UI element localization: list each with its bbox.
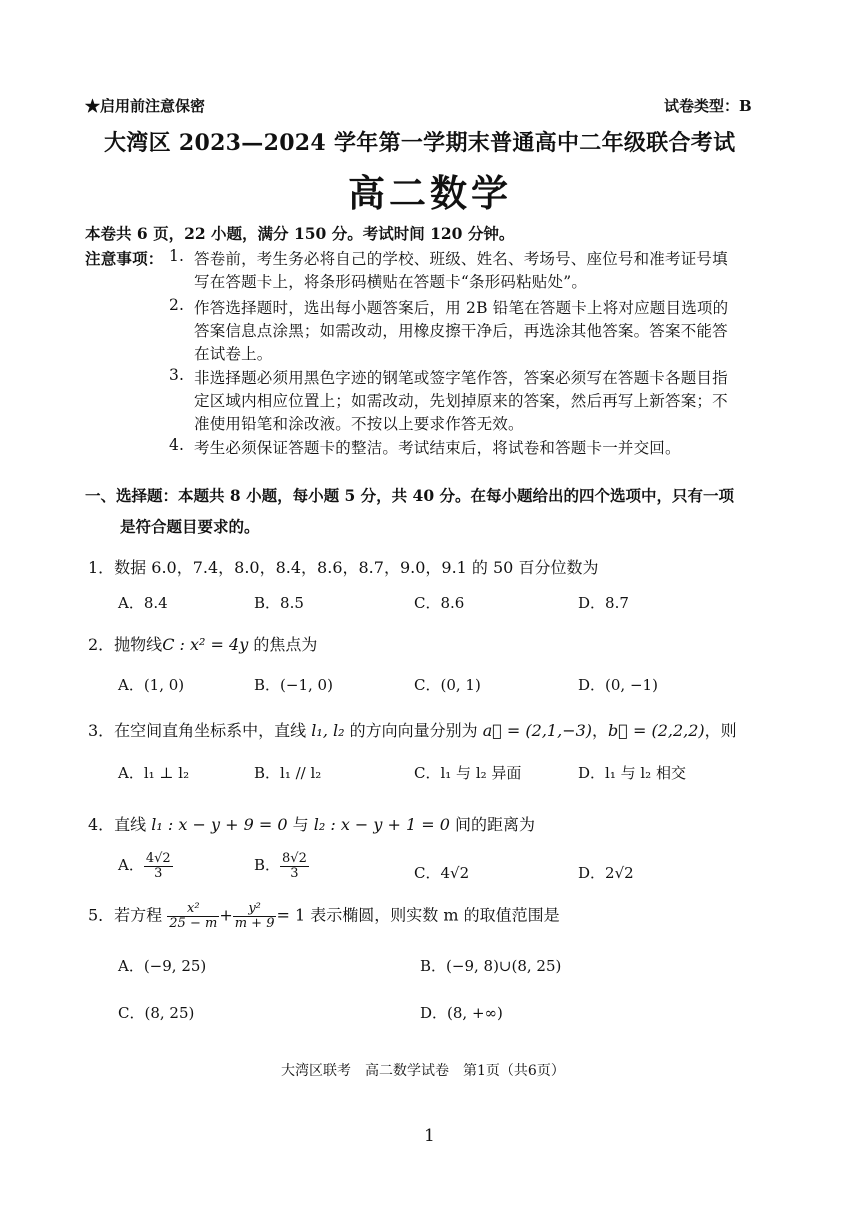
page-footer: 大湾区联考 高二数学试卷 第1页（共6页） xyxy=(281,1063,565,1079)
q1-option-b: B．8.5 xyxy=(254,594,304,612)
paper-type: 试卷类型：B xyxy=(664,97,752,115)
q3-option-c: C．l₁ 与 l₂ 异面 xyxy=(414,764,522,782)
q5-equals: = 1 xyxy=(276,905,306,925)
q2-stem-post: 的焦点为 xyxy=(248,635,318,654)
exam-title: 大湾区 2023—2024 学年第一学期末普通高中二年级联合考试 xyxy=(104,130,736,156)
q3-stem-mid: 的方向向量分别为 xyxy=(344,721,483,740)
numerator: 8√2 xyxy=(282,851,307,866)
note-number: 1. xyxy=(169,247,185,265)
q2-option-c: C．(0, 1) xyxy=(414,676,481,694)
q3-sep: ， xyxy=(592,721,609,740)
denominator: m + 9 xyxy=(234,915,275,931)
q4-option-a-fraction xyxy=(144,852,173,880)
note-line: 答案信息点涂黑；如需改动，用橡皮擦干净后，再选涂其他答案。答案不能答 xyxy=(194,322,728,340)
q3-option-a: A．l₁ ⊥ l₂ xyxy=(118,764,190,782)
numerator: y² xyxy=(233,902,277,917)
note-line: 非选择题必须用黑色字迹的钢笔或签字笔作答，答案必须写在答题卡各题目指 xyxy=(194,369,728,387)
confidential-mark: ★启用前注意保密 xyxy=(85,97,206,115)
q1-option-c: C．8.6 xyxy=(414,594,465,612)
exam-intro: 本卷共 6 页，22 小题，满分 150 分。考试时间 120 分钟。 xyxy=(85,224,515,243)
section-heading-cont: 是符合题目要求的。 xyxy=(120,517,260,536)
q2-option-b: B．(−1, 0) xyxy=(254,676,333,694)
note-line: 定区域内相应位置上；如需改动，先划掉原来的答案，然后再写上新答案；不 xyxy=(194,392,728,410)
q4-line-1: l₁ : x − y + 9 = 0 xyxy=(151,815,288,834)
notes-label: 注意事项： xyxy=(85,249,164,268)
q5-stem-pre: 5．若方程 xyxy=(88,905,168,925)
note-number: 2. xyxy=(169,296,185,314)
note-line: 在试卷上。 xyxy=(194,345,273,363)
numerator: x² xyxy=(167,902,219,917)
q3-stem-post: ，则 xyxy=(704,721,737,740)
q2-parabola-equation: C : x² = 4y xyxy=(162,635,249,654)
q3-stem-pre: 3．在空间直角坐标系中，直线 xyxy=(88,721,312,740)
q5-option-a: A．(−9, 25) xyxy=(118,957,207,975)
denominator: 3 xyxy=(154,865,163,881)
q2-option-a: A．(1, 0) xyxy=(118,676,185,694)
q4-option-a-label: A． xyxy=(118,856,144,875)
q4-option-a xyxy=(118,852,173,880)
q2-stem-pre: 2．抛物线 xyxy=(88,635,163,654)
q3-vector-a: a⃗ = (2,1,−3) xyxy=(482,721,593,740)
q4-option-d: D．2√2 xyxy=(578,864,634,882)
question-5-stem xyxy=(88,902,560,930)
q4-stem-post: 间的距离为 xyxy=(449,815,536,834)
q3-option-b: B．l₁ // l₂ xyxy=(254,764,322,782)
q5-fraction-x xyxy=(167,902,219,930)
q4-line-2: l₂ : x − y + 1 = 0 xyxy=(313,815,450,834)
q4-option-b-label: B． xyxy=(254,856,281,875)
note-line: 写在答题卡上，将条形码横贴在答题卡“条形码粘贴处”。 xyxy=(194,273,588,291)
q1-option-d: D．8.7 xyxy=(578,594,629,612)
q2-option-d: D．(0, −1) xyxy=(578,676,658,694)
denominator: 3 xyxy=(290,865,299,881)
q3-lines: l₁, l₂ xyxy=(311,721,345,740)
note-line: 作答选择题时，选出每小题答案后，用 2B 铅笔在答题卡上将对应题目选项的 xyxy=(194,299,729,317)
note-line: 考生必须保证答题卡的整洁。考试结束后，将试卷和答题卡一并交回。 xyxy=(194,439,681,457)
q4-option-c: C．4√2 xyxy=(414,864,470,882)
q4-stem-pre: 4．直线 xyxy=(88,815,152,834)
note-line: 准使用铅笔和涂改液。不按以上要求作答无效。 xyxy=(194,415,524,433)
q4-option-b-fraction xyxy=(280,852,309,880)
question-1-stem: 1．数据 6.0，7.4，8.0，8.4，8.6，8.7，9.0，9.1 的 50 百分位数为 xyxy=(88,558,599,577)
numerator: 4√2 xyxy=(145,851,171,866)
question-4-stem xyxy=(88,812,535,835)
question-2-stem xyxy=(88,632,317,655)
q5-stem-post: 表示椭圆，则实数 m 的取值范围是 xyxy=(305,905,560,925)
note-number: 4. xyxy=(169,436,185,454)
denominator: 25 − m xyxy=(169,915,218,931)
q1-option-a: A．8.4 xyxy=(118,594,168,612)
q4-stem-mid: 与 xyxy=(287,815,314,834)
q5-fraction-y xyxy=(233,902,277,930)
q5-option-b: B．(−9, 8)∪(8, 25) xyxy=(420,957,562,975)
q5-plus: + xyxy=(219,905,233,925)
q4-option-b xyxy=(254,852,309,880)
page-number: 1 xyxy=(424,1126,435,1146)
q5-option-d: D．(8, +∞) xyxy=(420,1004,503,1022)
note-line: 答卷前，考生务必将自己的学校、班级、姓名、考场号、座位号和准考证号填 xyxy=(194,250,728,268)
question-3-stem xyxy=(88,718,737,741)
q5-option-c: C．(8, 25) xyxy=(118,1004,195,1022)
section-heading: 一、选择题：本题共 8 小题，每小题 5 分，共 40 分。在每小题给出的四个选项中，只有一项 xyxy=(85,486,735,505)
q3-option-d: D．l₁ 与 l₂ 相交 xyxy=(578,764,686,782)
note-number: 3. xyxy=(169,366,185,384)
q3-vector-b: b⃗ = (2,2,2) xyxy=(608,721,705,740)
subject-title: 高二数学 xyxy=(348,171,512,215)
